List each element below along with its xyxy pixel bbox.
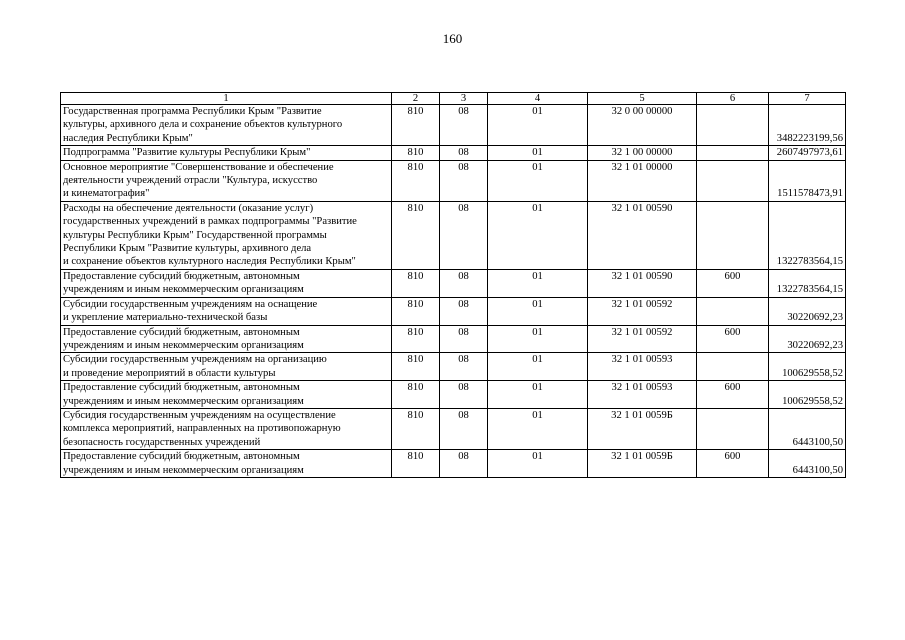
amount-cell: 100629558,52 bbox=[769, 353, 846, 381]
expense-name-line: Предоставление субсидий бюджетным, автономным bbox=[63, 451, 300, 463]
table-row bbox=[61, 408, 846, 449]
expense-type-cell: 600 bbox=[697, 325, 769, 353]
expense-name-line: Предоставление субсидий бюджетным, автономным bbox=[63, 382, 300, 394]
expense-name-cell bbox=[61, 450, 392, 478]
expense-type-cell bbox=[697, 408, 769, 449]
subsection-code-cell: 01 bbox=[488, 146, 588, 160]
expense-name-line: Основное мероприятие "Совершенствование и обеспечение bbox=[63, 161, 334, 173]
column-number: 7 bbox=[769, 93, 846, 105]
column-number: 5 bbox=[588, 93, 697, 105]
grbs-code-cell: 810 bbox=[392, 201, 440, 269]
expense-name-line: и кинематография" bbox=[63, 188, 150, 200]
page-number: 160 bbox=[442, 31, 463, 46]
target-article-cell: 32 1 01 00590 bbox=[588, 269, 697, 297]
grbs-code-cell: 810 bbox=[392, 105, 440, 146]
expense-name-line: учреждениям и иным некоммерческим организациям bbox=[63, 339, 304, 351]
expense-type-cell: 600 bbox=[697, 269, 769, 297]
amount-cell: 30220692,23 bbox=[769, 325, 846, 353]
subsection-code-cell: 01 bbox=[488, 269, 588, 297]
grbs-code-cell: 810 bbox=[392, 353, 440, 381]
expense-name-cell bbox=[61, 201, 392, 269]
expense-name-line: и сохранение объектов культурного наследия Республики Крым" bbox=[63, 256, 356, 268]
grbs-code-cell: 810 bbox=[392, 408, 440, 449]
column-number: 6 bbox=[697, 93, 769, 105]
expense-type-cell: 600 bbox=[697, 381, 769, 409]
table-row bbox=[61, 105, 846, 146]
subsection-code-cell: 01 bbox=[488, 450, 588, 478]
grbs-code-cell: 810 bbox=[392, 160, 440, 201]
table-row bbox=[61, 450, 846, 478]
table-row bbox=[61, 297, 846, 325]
expense-name-cell bbox=[61, 160, 392, 201]
amount-cell: 3482223199,56 bbox=[769, 105, 846, 146]
expense-name-line: Расходы на обеспечение деятельности (оказание услуг) bbox=[63, 202, 314, 214]
expense-name-cell bbox=[61, 146, 392, 160]
amount-cell: 1322783564,15 bbox=[769, 201, 846, 269]
expense-name-line: и проведение мероприятий в области культуры bbox=[63, 367, 276, 379]
expense-name-line: Предоставление субсидий бюджетным, автономным bbox=[63, 326, 300, 338]
expense-type-cell bbox=[697, 297, 769, 325]
expense-name-line: Республики Крым "Развитие культуры, архивного дела bbox=[63, 243, 312, 255]
amount-cell: 2607497973,61 bbox=[769, 146, 846, 160]
table-row bbox=[61, 160, 846, 201]
subsection-code-cell: 01 bbox=[488, 408, 588, 449]
table-row bbox=[61, 269, 846, 297]
target-article-cell: 32 1 01 00592 bbox=[588, 297, 697, 325]
expense-type-cell bbox=[697, 160, 769, 201]
grbs-code-cell: 810 bbox=[392, 269, 440, 297]
expense-type-cell bbox=[697, 201, 769, 269]
expense-name-line: безопасность государственных учреждений bbox=[63, 436, 261, 448]
expense-name-line: культуры, архивного дела и сохранение объектов культурного bbox=[63, 119, 343, 131]
expense-name-cell bbox=[61, 381, 392, 409]
expense-name-line: наследия Республики Крым" bbox=[63, 132, 193, 144]
column-number-row bbox=[61, 93, 846, 105]
expense-name-line: государственных учреждений в рамках подпрограммы "Развитие bbox=[63, 216, 357, 228]
expense-name-line: Субсидии государственным учреждениям на оснащение bbox=[63, 298, 318, 310]
subsection-code-cell: 01 bbox=[488, 201, 588, 269]
expense-name-cell bbox=[61, 269, 392, 297]
grbs-code-cell: 810 bbox=[392, 450, 440, 478]
expense-type-cell bbox=[697, 353, 769, 381]
expense-type-cell bbox=[697, 146, 769, 160]
amount-cell: 6443100,50 bbox=[769, 408, 846, 449]
expense-name-cell bbox=[61, 297, 392, 325]
expense-type-cell bbox=[697, 105, 769, 146]
target-article-cell: 32 1 01 00000 bbox=[588, 160, 697, 201]
section-code-cell: 08 bbox=[440, 353, 488, 381]
expense-name-line: Субсидии государственным учреждениям на организацию bbox=[63, 354, 327, 366]
amount-cell: 6443100,50 bbox=[769, 450, 846, 478]
section-code-cell: 08 bbox=[440, 201, 488, 269]
subsection-code-cell: 01 bbox=[488, 381, 588, 409]
expense-name-cell bbox=[61, 325, 392, 353]
grbs-code-cell: 810 bbox=[392, 146, 440, 160]
expense-name-line: Предоставление субсидий бюджетным, автономным bbox=[63, 270, 300, 282]
table-row bbox=[61, 353, 846, 381]
target-article-cell: 32 1 01 0059Б bbox=[588, 450, 697, 478]
section-code-cell: 08 bbox=[440, 269, 488, 297]
subsection-code-cell: 01 bbox=[488, 105, 588, 146]
subsection-code-cell: 01 bbox=[488, 353, 588, 381]
expense-name-cell bbox=[61, 105, 392, 146]
amount-cell: 1322783564,15 bbox=[769, 269, 846, 297]
grbs-code-cell: 810 bbox=[392, 381, 440, 409]
target-article-cell: 32 1 01 00592 bbox=[588, 325, 697, 353]
expense-name-line: Субсидия государственным учреждениям на осуществление bbox=[63, 409, 336, 421]
grbs-code-cell: 810 bbox=[392, 325, 440, 353]
grbs-code-cell: 810 bbox=[392, 297, 440, 325]
expense-name-line: Подпрограмма "Развитие культуры Республики Крым" bbox=[63, 147, 311, 159]
table-row bbox=[61, 146, 846, 160]
target-article-cell: 32 1 01 0059Б bbox=[588, 408, 697, 449]
expense-name-line: деятельности учреждений отрасли "Культура, искусство bbox=[63, 175, 318, 187]
section-code-cell: 08 bbox=[440, 160, 488, 201]
section-code-cell: 08 bbox=[440, 325, 488, 353]
subsection-code-cell: 01 bbox=[488, 297, 588, 325]
column-number: 2 bbox=[392, 93, 440, 105]
target-article-cell: 32 1 01 00590 bbox=[588, 201, 697, 269]
column-number: 1 bbox=[61, 93, 392, 105]
target-article-cell: 32 1 01 00593 bbox=[588, 381, 697, 409]
table-row bbox=[61, 201, 846, 269]
expense-name-line: и укрепление материально-технической базы bbox=[63, 312, 268, 324]
expense-name-line: Государственная программа Республики Крым "Развитие bbox=[63, 106, 322, 117]
section-code-cell: 08 bbox=[440, 146, 488, 160]
expense-name-line: учреждениям и иным некоммерческим организациям bbox=[63, 464, 304, 476]
table-row bbox=[61, 325, 846, 353]
subsection-code-cell: 01 bbox=[488, 325, 588, 353]
subsection-code-cell: 01 bbox=[488, 160, 588, 201]
target-article-cell: 32 0 00 00000 bbox=[588, 105, 697, 146]
expense-name-line: культуры Республики Крым" Государственной программы bbox=[63, 229, 327, 241]
section-code-cell: 08 bbox=[440, 450, 488, 478]
amount-cell: 30220692,23 bbox=[769, 297, 846, 325]
expense-name-cell bbox=[61, 353, 392, 381]
section-code-cell: 08 bbox=[440, 297, 488, 325]
section-code-cell: 08 bbox=[440, 105, 488, 146]
section-code-cell: 08 bbox=[440, 408, 488, 449]
expense-type-cell: 600 bbox=[697, 450, 769, 478]
expense-name-line: комплекса мероприятий, направленных на противопожарную bbox=[63, 423, 341, 435]
budget-table bbox=[60, 92, 846, 478]
table-row bbox=[61, 381, 846, 409]
expense-name-cell bbox=[61, 408, 392, 449]
column-number: 3 bbox=[440, 93, 488, 105]
expense-name-line: учреждениям и иным некоммерческим организациям bbox=[63, 395, 304, 407]
amount-cell: 1511578473,91 bbox=[769, 160, 846, 201]
section-code-cell: 08 bbox=[440, 381, 488, 409]
expense-name-line: учреждениям и иным некоммерческим организациям bbox=[63, 284, 304, 296]
column-number: 4 bbox=[488, 93, 588, 105]
target-article-cell: 32 1 00 00000 bbox=[588, 146, 697, 160]
target-article-cell: 32 1 01 00593 bbox=[588, 353, 697, 381]
amount-cell: 100629558,52 bbox=[769, 381, 846, 409]
